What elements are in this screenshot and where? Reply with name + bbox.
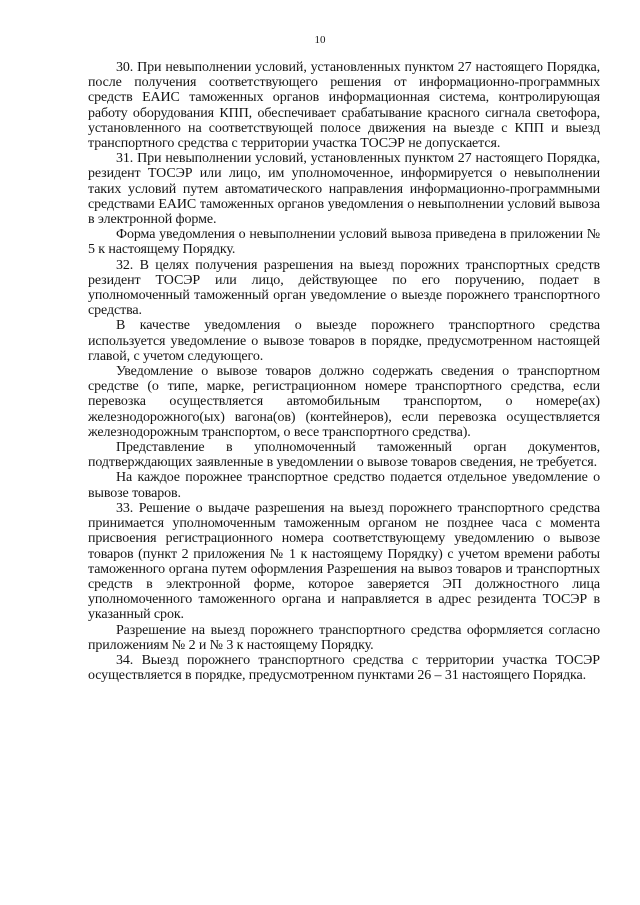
document-body [88, 60, 600, 683]
paragraph-32-content: Уведомление о вывозе товаров должно содержать сведения о транспортном средстве (о типе, марке, регистрационном номере транспортного средства, если перевозка осуществляется автомобильным транспортом, о номере(ах) железнодорожного(ых) вагона(ов) (контейнеров), если перевозка осуществляется железнодорожным транспортом, о весе транспортного средства). [88, 364, 600, 440]
paragraph-30: 30. При невыполнении условий, установленных пунктом 27 настоящего Порядка, после получения соответствующего решения от информационно-программных средств ЕАИС таможенных органов информационная система, контролирующая работу оборудования КПП, обеспечивает срабатывание красного сигнала светофора, установленного на соответствующей полосе движения на выезде с КПП и выезд транспортного средства с территории участка ТОСЭР не допускается. [88, 60, 600, 152]
paragraph-31: 31. При невыполнении условий, установленных пунктом 27 настоящего Порядка, резидент ТОСЭР или лицо, им уполномоченное, информируется о невыполнении таких условий путем автоматического направления информационно-программными средствами ЕАИС таможенных органов уведомления о невыполнении условий вывоза в электронной форме. [88, 151, 600, 228]
paragraph-32-documents: Представление в уполномоченный таможенный орган документов, подтверждающих заявленные в уведомлении о вывозе товаров сведения, не требуется. [88, 440, 600, 471]
paragraph-33: 33. Решение о выдаче разрешения на выезд порожнего транспортного средства принимается уполномоченным таможенным органом не позднее часа с момента присвоения регистрационного номера соответствующему уведомлению о вывозе товаров (пункт 2 приложения № 1 к настоящему Порядку) с учетом времени работы таможенного органа путем оформления Разрешения на вывоз товаров и транспортных средств в электронной форме, которое заверяется ЭП должностного лица уполномоченного таможенного органа и направляется в адрес резидента ТОСЭР в указанный срок. [88, 500, 600, 623]
paragraph-32-notice: В качестве уведомления о выезде порожнего транспортного средства используется уведомление о вывозе товаров в порядке, предусмотренном настоящей главой, с учетом следующего. [88, 318, 600, 364]
paragraph-34: 34. Выезд порожнего транспортного средства с территории участка ТОСЭР осуществляется в порядке, предусмотренном пунктами 26 – 31 настоящего Порядка. [88, 652, 600, 684]
paragraph-32: 32. В целях получения разрешения на выезд порожних транспортных средств резидент ТОСЭР или лицо, действующее по его поручению, подает в уполномоченный таможенный орган уведомление о выезде порожнего транспортного средства. [88, 257, 600, 319]
paragraph-32-separate: На каждое порожнее транспортное средство подается отдельное уведомление о вывозе товаров. [88, 470, 600, 501]
paragraph-33-permit: Разрешение на выезд порожнего транспортного средства оформляется согласно приложениям № 2 и № 3 к настоящему Порядку. [88, 622, 600, 653]
page-number: 10 [314, 34, 326, 46]
paragraph-31-form: Форма уведомления о невыполнении условий вывоза приведена в приложении № 5 к настоящему Порядку. [88, 227, 600, 258]
